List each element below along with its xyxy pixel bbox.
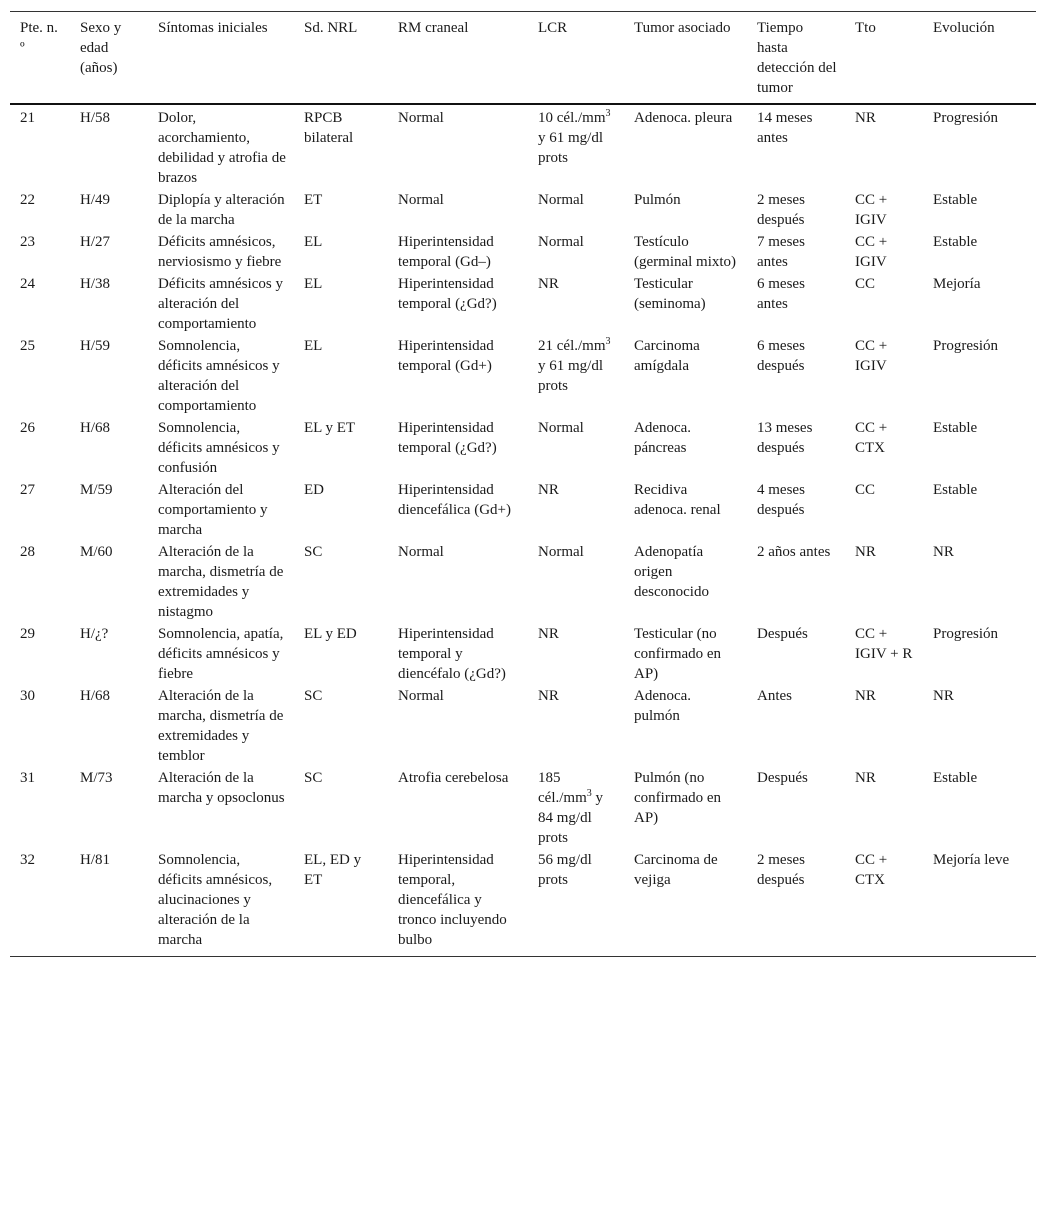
- cell-sex-age: M/60: [80, 544, 113, 560]
- cell-sex-age: M/73: [80, 770, 113, 786]
- clinical-table: [10, 11, 1036, 957]
- csf-value: 185 cél./mm: [538, 770, 587, 806]
- csf-value-rest: y 61 mg/dl prots: [538, 130, 604, 166]
- cell-associated-tumor: Testículo (germinal mixto): [634, 234, 737, 270]
- csf-value: NR: [538, 482, 559, 498]
- table-row: [10, 230, 1036, 272]
- csf-value: Normal: [538, 544, 584, 560]
- csf-unit-exponent: 3: [605, 108, 611, 119]
- cell-outcome: Progresión: [933, 626, 998, 642]
- cell-associated-tumor: Adenoca. páncreas: [634, 420, 692, 456]
- header-outcome: Evolución: [923, 12, 1036, 105]
- cell-associated-tumor: Testicular (seminoma): [634, 276, 706, 312]
- cell-treatment: NR: [855, 110, 876, 126]
- cell-associated-tumor: Carcinoma amígdala: [634, 338, 700, 374]
- cell-associated-tumor: Carcinoma de vejiga: [624, 848, 747, 957]
- header-treatment: Tto: [845, 12, 923, 105]
- cell-initial-symptoms: Somnolencia, déficits amnésicos y alteración del comportamiento: [158, 338, 280, 414]
- cell-csf: [528, 104, 624, 188]
- csf-value: Normal: [538, 234, 584, 250]
- table-header: [10, 12, 1036, 105]
- table-row: [10, 334, 1036, 416]
- cell-initial-symptoms: Somnolencia, déficits amnésicos, alucinaciones y alteración de la marcha: [148, 848, 294, 957]
- cell-neuro-syndrome: RPCB bilateral: [304, 110, 354, 146]
- cell-treatment: CC: [855, 276, 876, 292]
- cell-neuro-syndrome: EL: [304, 234, 323, 250]
- cell-associated-tumor: Pulmón (no confirmado en AP): [634, 770, 722, 826]
- cell-initial-symptoms: Déficits amnésicos y alteración del comportamiento: [158, 276, 283, 332]
- cell-initial-symptoms: Déficits amnésicos, nerviosismo y fiebre: [158, 234, 282, 270]
- cell-time-to-detection: Después: [757, 626, 808, 642]
- cell-associated-tumor: Testicular (no confirmado en AP): [634, 626, 722, 682]
- cell-cranial-mri: Hiperintensidad temporal (Gd–): [398, 234, 494, 270]
- cell-csf: [528, 622, 624, 684]
- cell-time-to-detection: 2 meses después: [747, 848, 845, 957]
- cell-csf: [528, 540, 624, 622]
- table-row: [10, 188, 1036, 230]
- cell-csf: [528, 684, 624, 766]
- cell-cranial-mri: Atrofia cerebelosa: [398, 770, 509, 786]
- cell-patient-number: 23: [20, 234, 35, 250]
- table-row: [10, 766, 1036, 848]
- header-neuro-syndrome: Sd. NRL: [294, 12, 388, 105]
- cell-csf: [528, 416, 624, 478]
- cell-treatment: CC + IGIV: [855, 192, 888, 228]
- cell-initial-symptoms: Alteración de la marcha y opsoclonus: [158, 770, 285, 806]
- cell-patient-number: 21: [20, 110, 35, 126]
- csf-value: NR: [538, 276, 559, 292]
- csf-value-rest: y 61 mg/dl prots: [538, 358, 604, 394]
- cell-treatment: NR: [855, 544, 876, 560]
- cell-initial-symptoms: Somnolencia, déficits amnésicos y confusión: [158, 420, 280, 476]
- cell-treatment: CC + IGIV: [855, 234, 888, 270]
- cell-sex-age: H/68: [80, 420, 110, 436]
- cell-sex-age: H/¿?: [80, 626, 109, 642]
- cell-outcome: Progresión: [933, 110, 998, 126]
- table-row: [10, 478, 1036, 540]
- csf-value: Normal: [538, 420, 584, 436]
- cell-sex-age: M/59: [80, 482, 113, 498]
- cell-cranial-mri: Normal: [398, 688, 444, 704]
- table-body: [10, 104, 1036, 957]
- cell-patient-number: 24: [20, 276, 35, 292]
- cell-neuro-syndrome: EL, ED y ET: [294, 848, 388, 957]
- cell-time-to-detection: 2 meses después: [757, 192, 805, 228]
- cell-outcome: Mejoría: [933, 276, 981, 292]
- table-row: [10, 104, 1036, 188]
- cell-associated-tumor: Pulmón: [634, 192, 681, 208]
- cell-outcome: Estable: [933, 420, 978, 436]
- cell-initial-symptoms: Somnolencia, apatía, déficits amnésicos y fiebre: [158, 626, 284, 682]
- cell-outcome: NR: [933, 544, 954, 560]
- cell-csf: [528, 848, 624, 957]
- table-row: [10, 272, 1036, 334]
- cell-initial-symptoms: Alteración de la marcha, dismetría de extremidades y nistagmo: [158, 544, 284, 620]
- cell-treatment: CC: [855, 482, 876, 498]
- cell-associated-tumor: Adenoca. pleura: [634, 110, 733, 126]
- cell-sex-age: H/81: [70, 848, 148, 957]
- header-csf: LCR: [528, 12, 624, 105]
- cell-treatment: CC + IGIV: [855, 338, 888, 374]
- cell-neuro-syndrome: EL y ED: [304, 626, 357, 642]
- cell-treatment: CC + IGIV + R: [855, 626, 913, 662]
- header-row: [10, 12, 1036, 105]
- cell-time-to-detection: 6 meses después: [757, 338, 805, 374]
- csf-value: NR: [538, 626, 559, 642]
- csf-value: 21 cél./mm: [538, 338, 606, 354]
- cell-initial-symptoms: Alteración de la marcha, dismetría de extremidades y temblor: [158, 688, 284, 764]
- cell-neuro-syndrome: SC: [304, 770, 323, 786]
- cell-csf: [528, 230, 624, 272]
- table-row: [10, 622, 1036, 684]
- cell-neuro-syndrome: ET: [304, 192, 323, 208]
- cell-cranial-mri: Normal: [398, 110, 444, 126]
- cell-sex-age: H/38: [80, 276, 110, 292]
- cell-cranial-mri: Hiperintensidad temporal y diencéfalo (¿Gd?): [398, 626, 506, 682]
- csf-value: 56 mg/dl prots: [538, 852, 592, 888]
- cell-sex-age: H/68: [80, 688, 110, 704]
- cell-cranial-mri: Normal: [398, 544, 444, 560]
- cell-cranial-mri: Hiperintensidad temporal (Gd+): [398, 338, 494, 374]
- cell-patient-number: 30: [20, 688, 35, 704]
- cell-outcome: Estable: [933, 482, 978, 498]
- table-row: [10, 684, 1036, 766]
- csf-unit-exponent: 3: [605, 336, 611, 347]
- cell-outcome: Estable: [933, 234, 978, 250]
- cell-neuro-syndrome: SC: [304, 544, 323, 560]
- cell-neuro-syndrome: ED: [304, 482, 324, 498]
- cell-initial-symptoms: Diplopía y alteración de la marcha: [158, 192, 285, 228]
- cell-csf: [528, 188, 624, 230]
- cell-patient-number: 25: [20, 338, 35, 354]
- cell-treatment: CC + CTX: [845, 848, 923, 957]
- header-sex-age: Sexo y edad (años): [70, 12, 148, 105]
- cell-outcome: Estable: [933, 192, 978, 208]
- csf-value: NR: [538, 688, 559, 704]
- cell-sex-age: H/59: [80, 338, 110, 354]
- cell-neuro-syndrome: EL y ET: [304, 420, 356, 436]
- cell-outcome: Estable: [933, 770, 978, 786]
- cell-neuro-syndrome: EL: [304, 276, 323, 292]
- cell-patient-number: 32: [10, 848, 70, 957]
- cell-cranial-mri: Hiperintensidad diencefálica (Gd+): [398, 482, 511, 518]
- cell-cranial-mri: Hiperintensidad temporal, diencefálica y tronco incluyendo bulbo: [388, 848, 528, 957]
- cell-cranial-mri: Normal: [398, 192, 444, 208]
- cell-associated-tumor: Adenoca. pulmón: [634, 688, 692, 724]
- csf-value: 10 cél./mm: [538, 110, 606, 126]
- csf-value: Normal: [538, 192, 584, 208]
- table-row: [10, 540, 1036, 622]
- cell-outcome: Mejoría leve: [923, 848, 1036, 957]
- header-associated-tumor: Tumor asociado: [624, 12, 747, 105]
- cell-initial-symptoms: Alteración del comportamiento y marcha: [158, 482, 268, 538]
- cell-csf: [528, 766, 624, 848]
- cell-time-to-detection: 13 meses después: [757, 420, 813, 456]
- cell-associated-tumor: Adenopatía origen desconocido: [634, 544, 709, 600]
- cell-neuro-syndrome: SC: [304, 688, 323, 704]
- header-cranial-mri: RM craneal: [388, 12, 528, 105]
- cell-time-to-detection: 6 meses antes: [757, 276, 805, 312]
- cell-csf: [528, 478, 624, 540]
- cell-time-to-detection: Antes: [757, 688, 792, 704]
- table-row: [10, 848, 1036, 957]
- cell-cranial-mri: Hiperintensidad temporal (¿Gd?): [398, 420, 497, 456]
- cell-patient-number: 26: [20, 420, 35, 436]
- cell-sex-age: H/58: [80, 110, 110, 126]
- clinical-table-container: [10, 11, 1036, 957]
- cell-sex-age: H/27: [80, 234, 110, 250]
- cell-patient-number: 22: [20, 192, 35, 208]
- cell-time-to-detection: Después: [757, 770, 808, 786]
- cell-outcome: Progresión: [933, 338, 998, 354]
- cell-patient-number: 28: [20, 544, 35, 560]
- cell-time-to-detection: 4 meses después: [757, 482, 805, 518]
- cell-associated-tumor: Recidiva adenoca. renal: [634, 482, 721, 518]
- cell-csf: [528, 334, 624, 416]
- cell-treatment: NR: [855, 688, 876, 704]
- header-time-to-detection: Tiempo hasta detección del tumor: [747, 12, 845, 105]
- cell-neuro-syndrome: EL: [304, 338, 323, 354]
- cell-cranial-mri: Hiperintensidad temporal (¿Gd?): [398, 276, 497, 312]
- cell-treatment: CC + CTX: [855, 420, 888, 456]
- cell-patient-number: 31: [20, 770, 35, 786]
- cell-sex-age: H/49: [80, 192, 110, 208]
- header-patient-number: Pte. n. º: [10, 12, 70, 105]
- cell-time-to-detection: 2 años antes: [757, 544, 831, 560]
- cell-initial-symptoms: Dolor, acorchamiento, debilidad y atrofia de brazos: [158, 110, 286, 186]
- cell-time-to-detection: 7 meses antes: [757, 234, 805, 270]
- cell-time-to-detection: 14 meses antes: [757, 110, 813, 146]
- header-initial-symptoms: Síntomas iniciales: [148, 12, 294, 105]
- csf-value-rest: y 84 mg/dl prots: [538, 790, 603, 846]
- cell-patient-number: 29: [20, 626, 35, 642]
- table-row: [10, 416, 1036, 478]
- cell-patient-number: 27: [20, 482, 35, 498]
- cell-treatment: NR: [855, 770, 876, 786]
- cell-outcome: NR: [933, 688, 954, 704]
- csf-unit-exponent: 3: [586, 788, 592, 799]
- cell-csf: [528, 272, 624, 334]
